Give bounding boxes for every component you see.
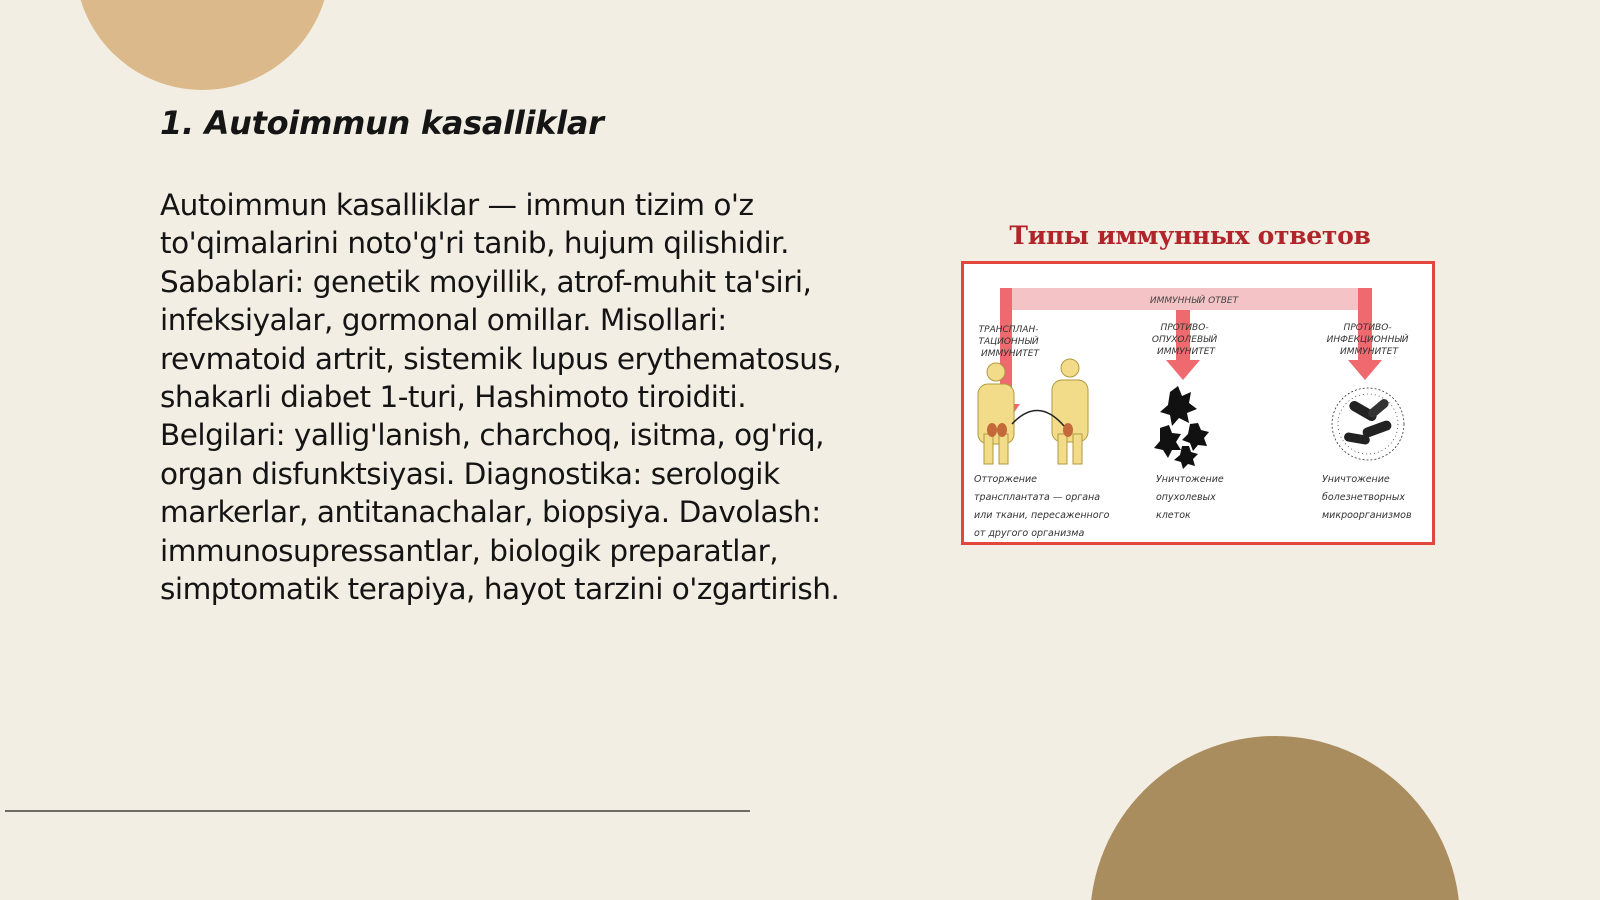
heading-antitumor: ПРОТИВО- ОПУХОЛЕВЫЙ ИММУНИТЕТ: [1151, 323, 1218, 357]
decorative-circle-bottom: [1090, 736, 1460, 900]
figure-title: Типы иммунных ответов: [1009, 221, 1371, 250]
caption-antiinfection: Уничтожение болезнетворных микроорганизмов: [1322, 474, 1412, 521]
slide-body-text: Autoimmun kasalliklar — immun tizim o'z to'qimalarini noto'g'ri tanib, hujum qilishidir. Sabablari: genetik moyillik, atrof-muhit ta'siri, infeksiyalar, gormonal omillar. Misollari: revmatoid artrit, sistemik lupus erythematosus, shakarli diabet 1-turi, Hashimoto tiroiditi. Belgilari: yallig'lanish, charchoq, isitma, og'riq, organ disfunktsiyasi. Diagnostika: serologik markerlar, antitanachalar, biopsiya. Davolash: immunosupressantlar, biologik preparatlar, simptomatik terapiya, hayot tarzini o'zgartirish.: [160, 188, 842, 607]
top-label: ИММУННЫЙ ОТВЕТ: [1149, 296, 1239, 306]
arrow-middle: [1166, 310, 1200, 380]
microorganisms-icon: [1332, 388, 1404, 460]
decorative-circle-top: [75, 0, 330, 90]
human-figure-right-icon: [1052, 359, 1088, 464]
tumor-cells-icon: [1154, 386, 1209, 469]
slide-title: 1. Autoimmun kasalliklar: [160, 104, 604, 142]
caption-antitumor: Уничтожение опухолевых клеток: [1156, 474, 1224, 521]
immune-response-diagram: [964, 264, 1435, 545]
heading-antiinfection: ПРОТИВО- ИНФЕКЦИОННЫЙ ИММУНИТЕТ: [1326, 323, 1409, 357]
heading-transplant: ТРАНСПЛАН- ТАЦИОННЫЙ ИММУНИТЕТ: [978, 325, 1039, 359]
immune-response-figure: [961, 261, 1435, 545]
caption-transplant: Отторжение трансплантата — органа или ткани, пересаженного от другого организма: [974, 474, 1110, 539]
divider-line: [5, 810, 750, 812]
